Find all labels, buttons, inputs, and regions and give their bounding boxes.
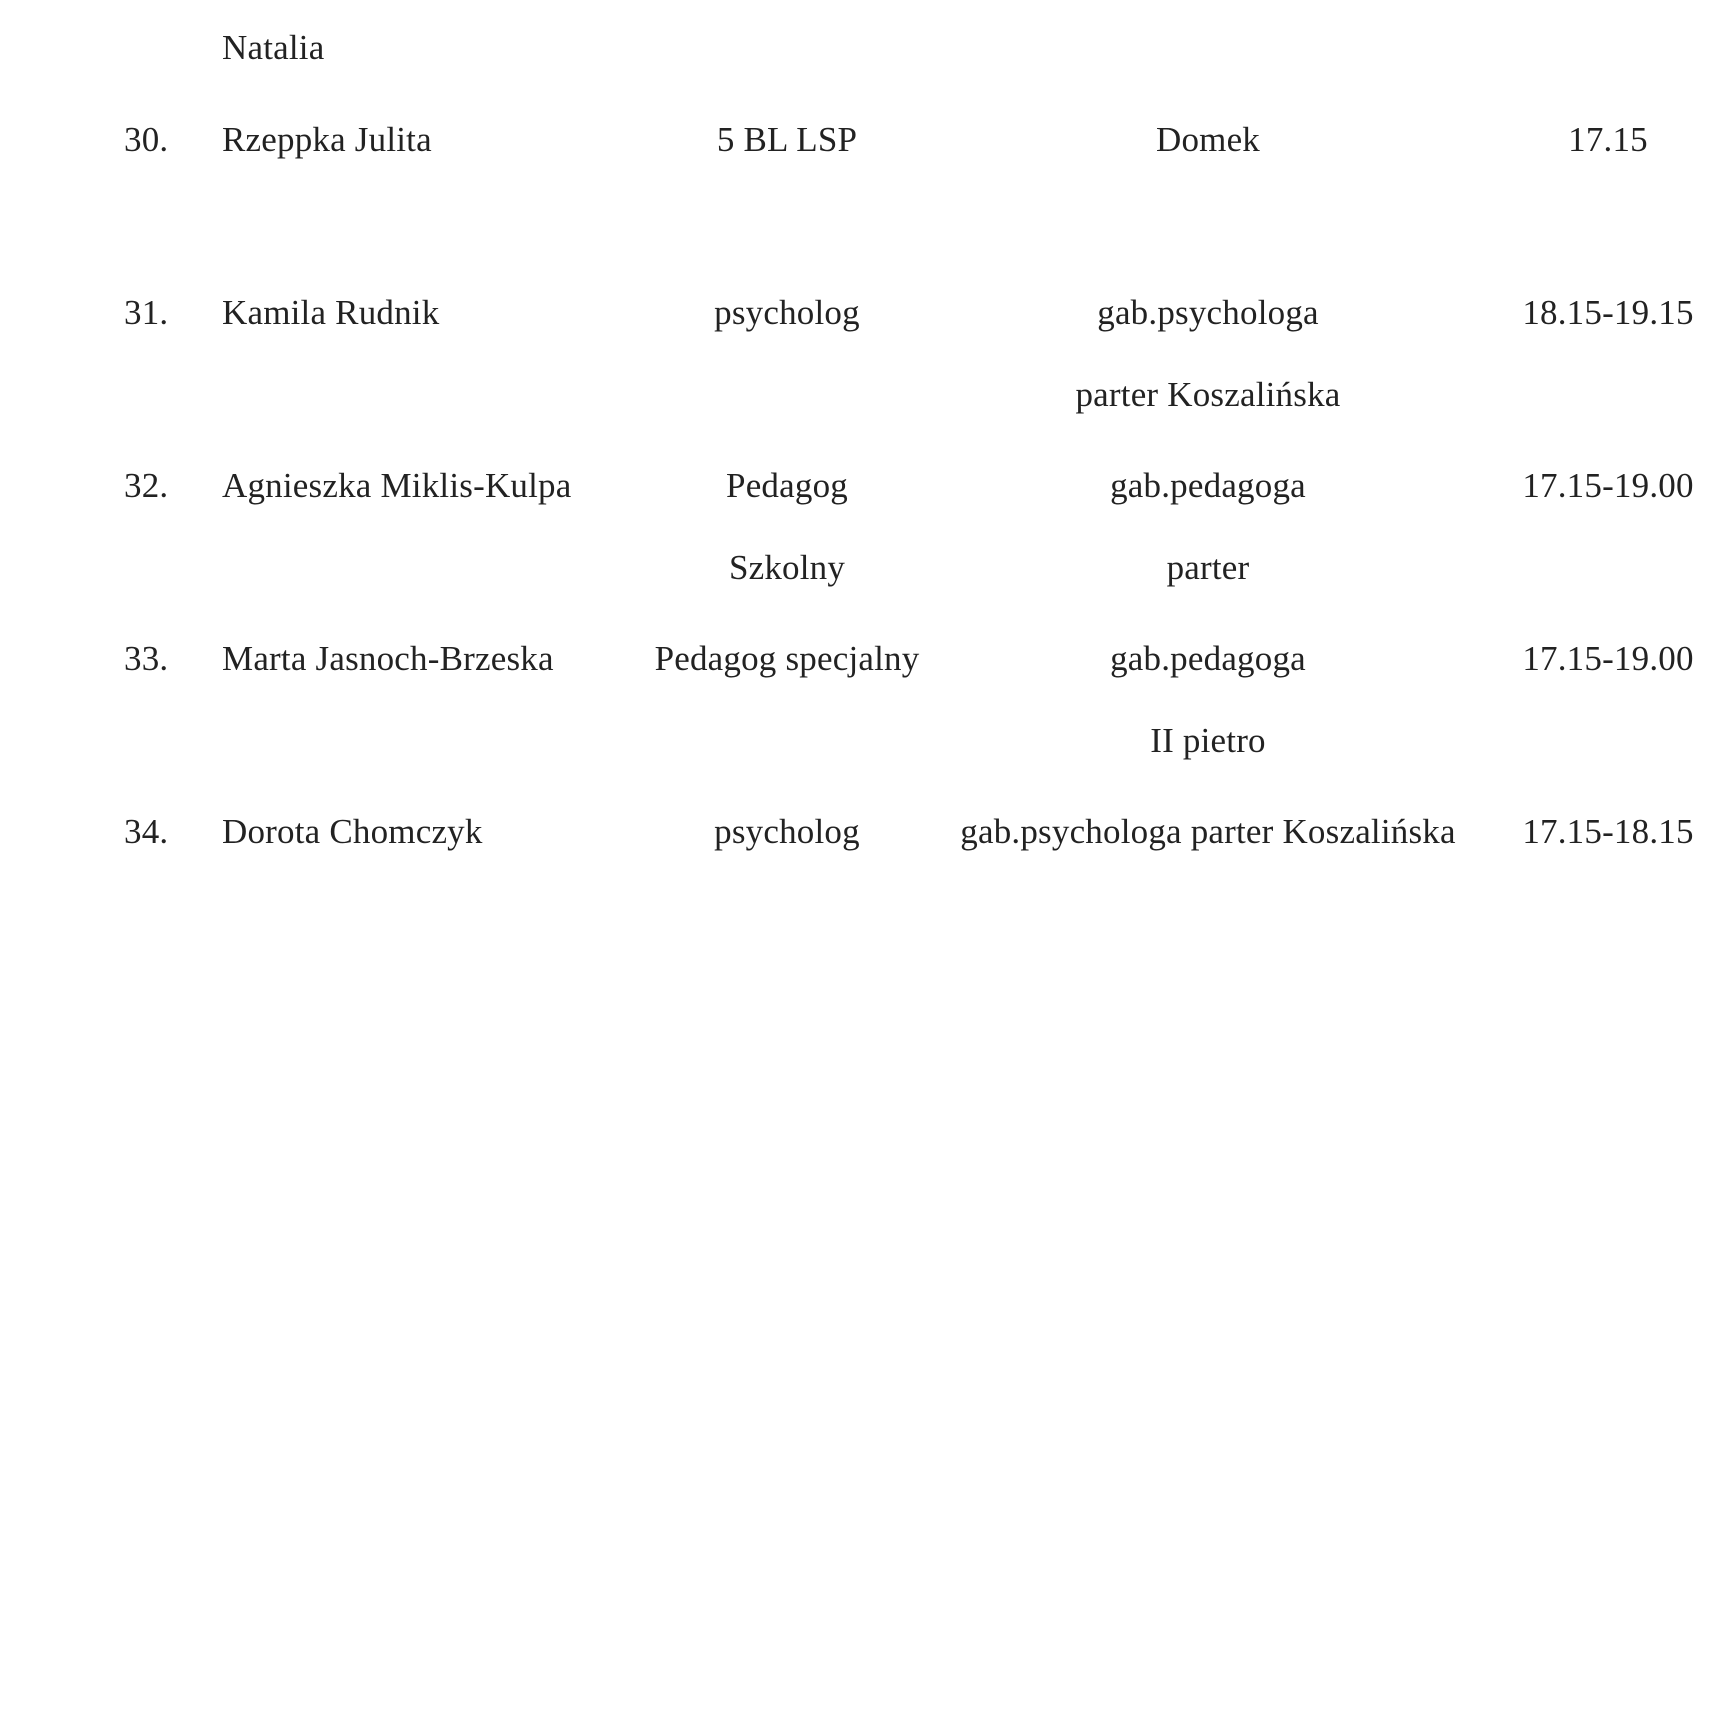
room: gab.psychologa (1097, 293, 1319, 332)
time: 17.15-19.00 (1522, 466, 1694, 505)
row-number: 31. (124, 293, 169, 332)
room: gab.pedagoga (1110, 466, 1306, 505)
role: Pedagog specjalny (654, 639, 920, 678)
time: 17.15-18.15 (1522, 812, 1694, 851)
person-name: Dorota Chomczyk (222, 812, 483, 851)
role-line2: Szkolny (728, 548, 846, 587)
role: 5 BL LSP (716, 120, 858, 159)
room: Domek (1155, 120, 1261, 159)
row-number: 30. (124, 120, 169, 159)
role: psycholog (714, 293, 860, 332)
room-line2: II pietro (1150, 721, 1266, 760)
room-line2: parter (1166, 548, 1250, 587)
person-name: Marta Jasnoch-Brzeska (222, 639, 554, 678)
person-name: Agnieszka Miklis-Kulpa (222, 466, 572, 505)
room: gab.psychologa parter Koszalińska (960, 812, 1456, 851)
name-continuation: Natalia (222, 28, 325, 67)
room-line2: parter Koszalińska (1075, 375, 1341, 414)
row-number: 34. (124, 812, 169, 851)
person-name: Kamila Rudnik (222, 293, 440, 332)
person-name: Rzeppka Julita (222, 120, 432, 159)
room: gab.pedagoga (1110, 639, 1306, 678)
time: 18.15-19.15 (1522, 293, 1694, 332)
time: 17.15-19.00 (1522, 639, 1694, 678)
role: Pedagog (726, 466, 848, 505)
time: 17.15 (1568, 120, 1648, 159)
row-number: 33. (124, 639, 169, 678)
row-number: 32. (124, 466, 169, 505)
role: psycholog (714, 812, 860, 851)
